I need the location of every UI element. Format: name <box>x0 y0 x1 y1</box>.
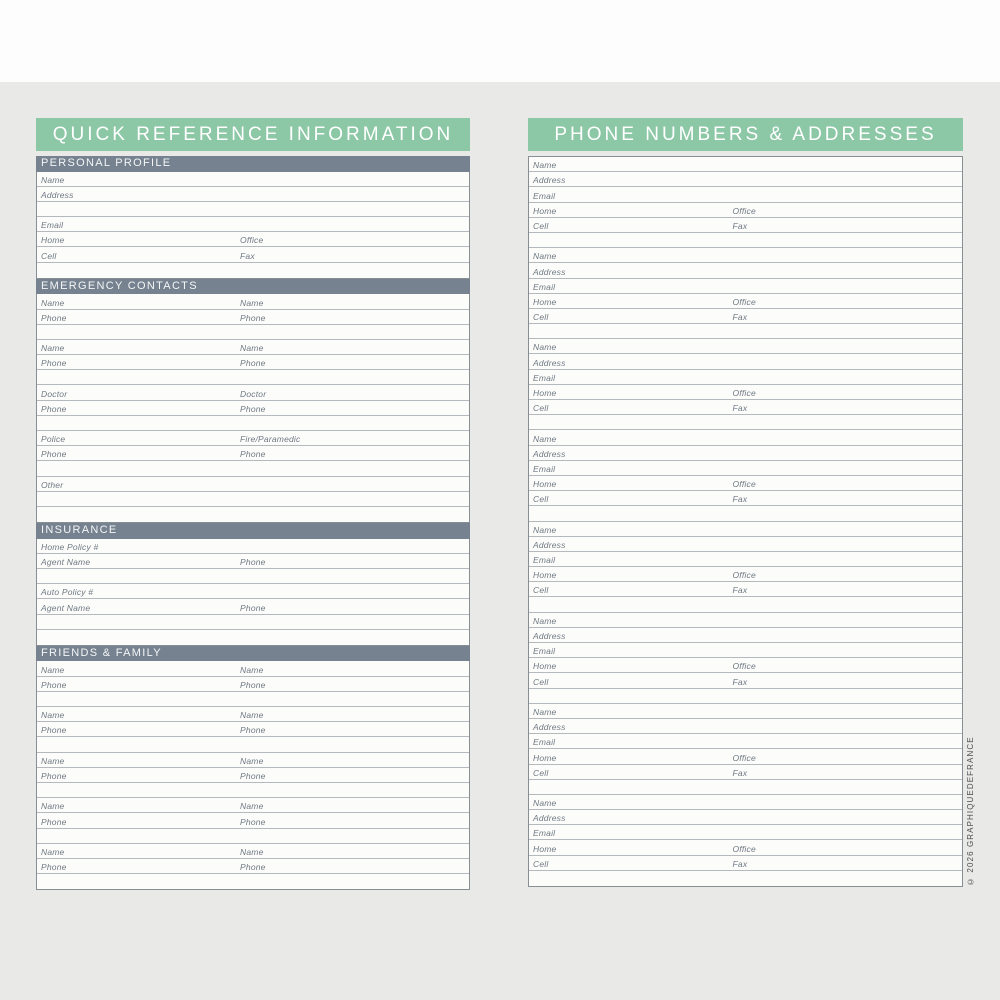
field-label: Office <box>732 479 756 490</box>
form-row <box>529 157 962 172</box>
form-row <box>529 203 962 218</box>
form-row <box>529 567 962 582</box>
field-label: Fax <box>732 220 748 231</box>
form-row <box>37 584 469 599</box>
left-page-title: QUICK REFERENCE INFORMATION <box>36 118 470 151</box>
left-page-sections <box>36 156 470 890</box>
field-label: Fire/Paramedic <box>240 434 301 445</box>
field-label: Email <box>533 372 556 383</box>
form-row <box>37 874 469 889</box>
form-row <box>529 795 962 810</box>
form-row <box>529 582 962 597</box>
form-row <box>529 370 962 385</box>
field-label: Other <box>41 479 64 490</box>
form-row <box>529 233 962 248</box>
field-label: Home <box>533 388 557 398</box>
field-label: Home <box>41 235 65 246</box>
form-row <box>37 829 469 844</box>
field-label: Office <box>732 570 756 581</box>
field-label: Phone <box>41 358 67 369</box>
form-row <box>529 476 962 491</box>
form-row <box>529 749 962 764</box>
form-row <box>37 783 469 798</box>
field-label: Name <box>41 174 65 185</box>
field-label: Fax <box>240 250 255 261</box>
form-row <box>529 810 962 825</box>
field-label: Name <box>240 801 264 812</box>
form-row <box>37 446 469 461</box>
form-row <box>37 569 469 584</box>
form-row <box>37 539 469 554</box>
form-row <box>37 615 469 630</box>
field-label: Name <box>533 342 557 353</box>
field-label: Fax <box>732 676 748 687</box>
form-row <box>529 522 962 537</box>
form-row <box>529 613 962 628</box>
field-label: Name <box>240 846 264 857</box>
form-row <box>529 840 962 855</box>
field-label: Name <box>240 343 264 354</box>
form-row <box>529 734 962 749</box>
form-row <box>529 279 962 294</box>
form-row <box>37 263 469 278</box>
form-row <box>37 187 469 202</box>
field-label: Cell <box>533 403 549 414</box>
field-label: Office <box>732 296 756 307</box>
form-row <box>529 643 962 658</box>
field-label: Name <box>533 433 557 444</box>
field-label: Address <box>533 357 566 368</box>
form-row <box>529 339 962 354</box>
form-row <box>529 537 962 552</box>
field-label: Home <box>533 479 557 490</box>
field-label: Phone <box>41 816 67 827</box>
form-row <box>37 813 469 828</box>
form-row <box>37 325 469 340</box>
form-row <box>37 340 469 355</box>
field-label: Address <box>533 631 566 641</box>
field-label: Address <box>533 448 566 459</box>
form-row <box>529 309 962 324</box>
form-row <box>529 673 962 688</box>
field-label: Agent Name <box>41 602 91 613</box>
field-label: Email <box>533 646 556 657</box>
field-label: Office <box>732 205 756 216</box>
form-row <box>37 507 469 522</box>
field-label: Police <box>41 434 66 445</box>
section-header: PERSONAL PROFILE <box>36 156 470 172</box>
form-row <box>529 354 962 369</box>
form-row <box>529 597 962 612</box>
form-row <box>529 400 962 415</box>
section-header: INSURANCE <box>36 523 470 539</box>
form-row <box>529 871 962 886</box>
field-label: Phone <box>41 312 67 323</box>
form-row <box>529 704 962 719</box>
field-label: Name <box>240 297 264 308</box>
field-label: Home <box>533 752 557 763</box>
right-page-title: PHONE NUMBERS & ADDRESSES <box>528 118 963 151</box>
field-label: Email <box>533 463 556 474</box>
field-label: Phone <box>240 358 266 369</box>
field-label: Address <box>533 722 566 733</box>
copyright-text: © 2026 GRAPHIQUEDEFRANCE <box>966 736 975 886</box>
form-row <box>37 401 469 416</box>
form-row <box>37 217 469 232</box>
form-row <box>37 798 469 813</box>
field-label: Office <box>732 661 756 672</box>
form-row <box>529 491 962 506</box>
form-row <box>37 172 469 187</box>
form-row <box>37 737 469 752</box>
field-label: Name <box>240 755 264 766</box>
form-row <box>37 768 469 783</box>
form-row <box>529 689 962 704</box>
form-row <box>37 599 469 614</box>
form-row <box>37 355 469 370</box>
field-label: Email <box>533 737 556 748</box>
form-row <box>529 294 962 309</box>
field-label: Email <box>533 828 556 839</box>
field-label: Phone <box>240 679 266 690</box>
field-label: Cell <box>533 858 549 869</box>
field-label: Email <box>533 190 556 201</box>
form-row <box>37 692 469 707</box>
form-row <box>37 630 469 645</box>
form-row <box>37 416 469 431</box>
field-label: Phone <box>240 770 266 781</box>
form-row <box>37 753 469 768</box>
form-row <box>37 722 469 737</box>
field-label: Doctor <box>41 388 68 399</box>
field-label: Office <box>732 388 756 398</box>
field-label: Phone <box>41 449 67 460</box>
field-label: Office <box>732 752 756 763</box>
field-label: Cell <box>533 494 549 505</box>
section-header: FRIENDS & FAMILY <box>36 646 470 662</box>
field-label: Cell <box>533 220 549 231</box>
field-label: Home <box>533 570 557 581</box>
form-row <box>529 461 962 476</box>
field-label: Fax <box>732 494 748 505</box>
field-label: Phone <box>240 862 266 873</box>
form-row <box>529 780 962 795</box>
left-page <box>36 118 470 890</box>
form-row <box>529 825 962 840</box>
field-label: Phone <box>240 312 266 323</box>
form-row <box>37 477 469 492</box>
field-label: Phone <box>240 602 266 613</box>
field-label: Home <box>533 205 557 216</box>
field-label: Name <box>533 251 557 262</box>
form-row <box>529 856 962 871</box>
field-label: Name <box>41 664 65 675</box>
field-label: Name <box>533 798 557 809</box>
phone-address-form-box <box>528 156 963 887</box>
form-row <box>529 172 962 187</box>
form-row <box>529 446 962 461</box>
form-row <box>37 844 469 859</box>
form-row <box>529 658 962 673</box>
field-label: Cell <box>533 585 549 596</box>
form-row <box>529 719 962 734</box>
field-label: Name <box>533 160 557 171</box>
field-label: Cell <box>533 312 549 323</box>
field-label: Name <box>533 706 557 717</box>
field-label: Name <box>41 343 65 354</box>
field-label: Phone <box>240 557 266 567</box>
form-row <box>529 628 962 643</box>
form-row <box>37 461 469 476</box>
field-label: Fax <box>732 585 748 596</box>
field-label: Name <box>240 664 264 675</box>
right-page <box>528 118 963 887</box>
field-label: Name <box>533 524 557 535</box>
field-label: Phone <box>41 770 67 781</box>
field-label: Address <box>533 175 566 186</box>
field-label: Cell <box>533 676 549 687</box>
field-label: Doctor <box>240 388 267 399</box>
field-label: Agent Name <box>41 557 91 567</box>
field-label: Phone <box>41 725 67 736</box>
field-label: Address <box>533 813 566 824</box>
field-label: Phone <box>240 449 266 460</box>
top-white-strip <box>0 0 1000 82</box>
form-row <box>37 370 469 385</box>
field-label: Phone <box>41 862 67 873</box>
form-row <box>529 765 962 780</box>
field-label: Email <box>41 220 64 231</box>
field-label: Name <box>240 710 264 721</box>
form-row <box>529 385 962 400</box>
field-label: Office <box>732 843 756 854</box>
form-row <box>37 202 469 217</box>
form-row <box>529 324 962 339</box>
field-label: Phone <box>41 403 67 414</box>
field-label: Office <box>240 235 264 246</box>
form-row <box>37 859 469 874</box>
section-body <box>36 539 470 646</box>
field-label: Address <box>533 539 566 550</box>
form-row <box>529 187 962 202</box>
field-label: Home <box>533 296 557 307</box>
field-label: Fax <box>732 312 748 323</box>
form-row <box>529 263 962 278</box>
field-label: Cell <box>533 767 549 778</box>
field-label: Email <box>533 281 556 292</box>
field-label: Name <box>41 710 65 721</box>
form-row <box>529 430 962 445</box>
form-row <box>37 431 469 446</box>
field-label: Name <box>533 615 557 626</box>
field-label: Auto Policy # <box>41 587 94 598</box>
field-label: Home Policy # <box>41 541 99 552</box>
field-label: Fax <box>732 767 748 778</box>
form-row <box>529 415 962 430</box>
form-row <box>37 492 469 507</box>
field-label: Cell <box>41 250 57 261</box>
field-label: Name <box>41 801 65 812</box>
form-row <box>37 554 469 569</box>
form-row <box>37 677 469 692</box>
form-row <box>37 232 469 247</box>
field-label: Address <box>41 189 74 200</box>
form-row <box>37 294 469 309</box>
form-row <box>37 661 469 676</box>
form-row <box>529 506 962 521</box>
form-row <box>529 218 962 233</box>
field-label: Phone <box>240 403 266 414</box>
field-label: Home <box>533 661 557 672</box>
form-row <box>37 247 469 262</box>
field-label: Fax <box>732 403 748 414</box>
form-row <box>529 552 962 567</box>
field-label: Phone <box>240 725 266 736</box>
section-body <box>36 172 470 279</box>
field-label: Fax <box>732 858 748 869</box>
field-label: Phone <box>41 679 67 690</box>
form-row <box>529 248 962 263</box>
section-body <box>36 294 470 523</box>
form-row <box>37 707 469 722</box>
field-label: Name <box>41 846 65 857</box>
field-label: Name <box>41 755 65 766</box>
form-row <box>37 385 469 400</box>
field-label: Name <box>41 297 65 308</box>
form-row <box>37 310 469 325</box>
section-header: EMERGENCY CONTACTS <box>36 279 470 295</box>
section-body <box>36 661 470 890</box>
field-label: Phone <box>240 816 266 827</box>
field-label: Email <box>533 555 556 566</box>
field-label: Address <box>533 266 566 277</box>
field-label: Home <box>533 843 557 854</box>
